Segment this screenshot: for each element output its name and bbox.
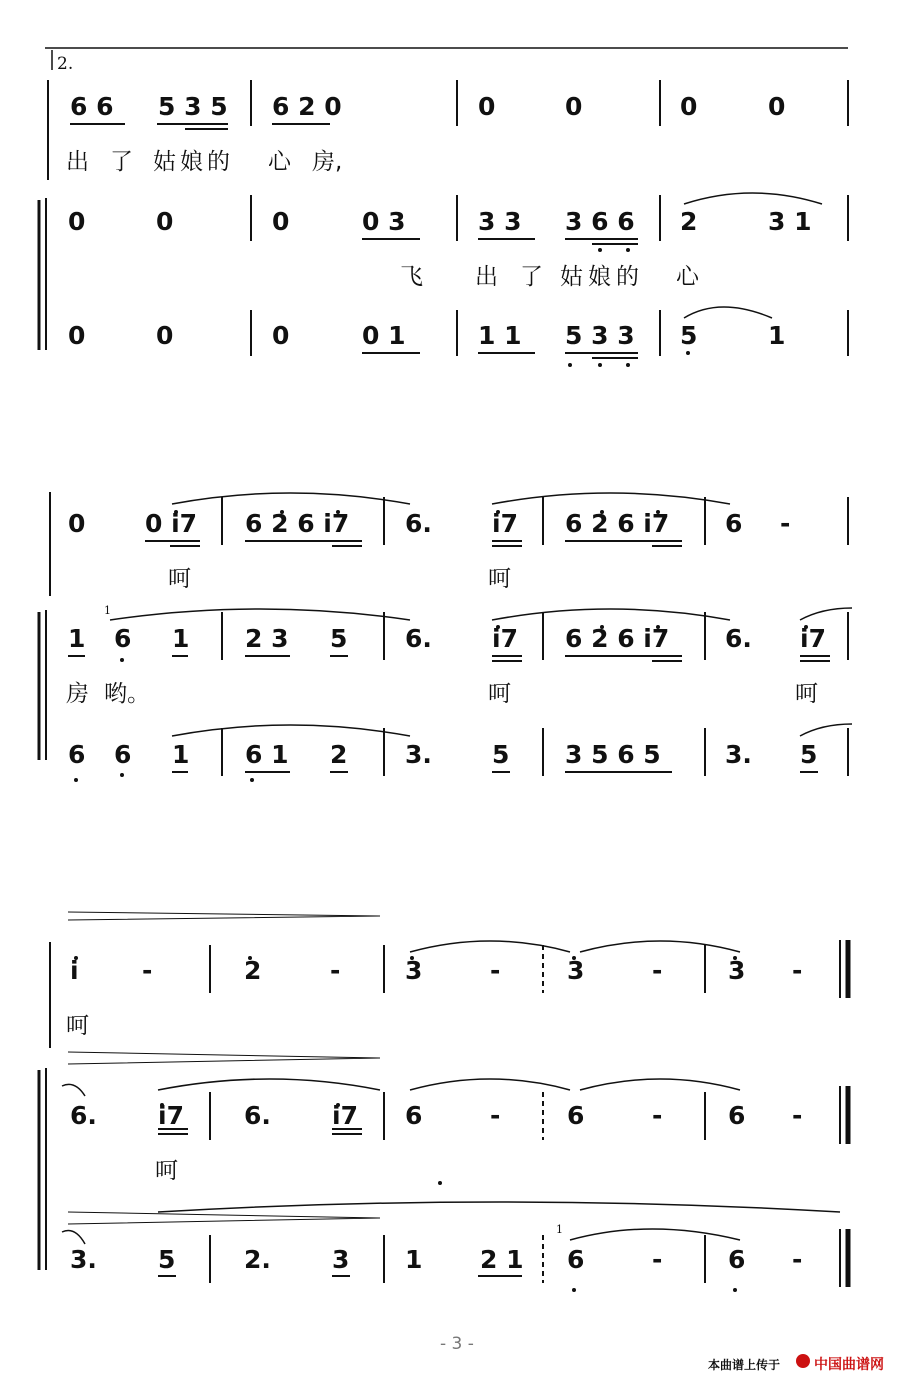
site-logo-icon [796,1354,810,1368]
s3-v1-note-7: 3 [567,956,585,985]
s1-v1-lyric-7: 房, [312,149,343,175]
s2-v3-note-9: 3. [725,740,752,769]
s1-v2-note-6: 3 6 6 [565,207,635,236]
s3-v3-note-2: 5 [158,1245,176,1274]
s2-v2-lyric-3: 呵 [488,681,511,707]
s2-v2-note-6: 6. [405,624,432,653]
s3-v2-note-10: - [792,1101,803,1130]
s1-v1-note-1: 6 6 [70,92,114,121]
s1-v1-note-4: 0 [478,92,496,121]
s2-v2-note-10: i7 [800,624,826,653]
s1-v2-lyric-4: 姑 [560,264,583,290]
s1-v1-note-7: 0 [768,92,786,121]
s1-v3-note-2: 0 [156,321,174,350]
s1-v3-note-1: 0 [68,321,86,350]
s2-v1-note-4: 6. [405,509,432,538]
s2-v2-lyric-2: 哟。 [104,681,150,707]
s2-v3-note-6: 3. [405,740,432,769]
s1-v1-note-6: 0 [680,92,698,121]
s2-v1-note-1: 0 [68,509,86,538]
s3-v1-note-6: - [490,956,501,985]
s2-v2-grace-note: 1 [104,604,111,617]
s1-v2-note-4: 0 3 [362,207,406,236]
s1-v1-note-3: 6 2 0 [272,92,342,121]
upload-credit: 本曲谱上传于 [708,1358,781,1372]
s2-v2-note-9: 6. [725,624,752,653]
s1-v2-note-8: 3 1 [768,207,812,236]
s3-v3-note-3: 2. [244,1245,271,1274]
s1-v2-note-5: 3 3 [478,207,522,236]
s2-v2-note-7: i7 [492,624,518,653]
volta-label: 2. [57,54,74,74]
s2-v1-note-6: 6 2 6 i7 [565,509,670,538]
s3-v3-grace-note: 1 [556,1223,563,1236]
s3-v1-note-9: 3 [728,956,746,985]
s3-v2-note-8: - [652,1101,663,1130]
s3-v1-note-3: 2 [244,956,262,985]
s3-v3-note-9: 6 [728,1245,746,1274]
s3-v2-note-2: i7 [158,1101,184,1130]
s1-v2-lyric-2: 出 [475,264,498,290]
s2-v1-note-7: 6 [725,509,743,538]
s3-v2-note-5: 6 [405,1101,423,1130]
s3-v1-note-1: i [70,956,79,985]
s2-v1-note-3: 6 2 6 i7 [245,509,350,538]
s1-v2-lyric-5: 娘 [588,264,611,290]
s1-v2-note-3: 0 [272,207,290,236]
s3-v1-note-10: - [792,956,803,985]
s1-v3-note-3: 0 [272,321,290,350]
s1-v2-lyric-1: 飞 [400,264,423,290]
s2-v1-note-8: - [780,509,791,538]
s3-v3-note-10: - [792,1245,803,1274]
s3-v2-note-4: i7 [332,1101,358,1130]
site-name[interactable]: 中国曲谱网 [814,1357,884,1373]
s2-v3-note-1: 6 [68,740,86,769]
s2-v2-note-2: 6 [114,624,132,653]
s2-v1-note-5: i7 [492,509,518,538]
s2-v3-note-4: 6 1 [245,740,289,769]
s3-v3-note-5: 1 [405,1245,423,1274]
s3-v2-note-3: 6. [244,1101,271,1130]
s1-v3-note-8: 1 [768,321,786,350]
s2-v1-note-2: 0 i7 [145,509,198,538]
s1-v2-note-1: 0 [68,207,86,236]
s2-v2-lyric-1: 房 [66,681,89,707]
s1-v1-lyric-3: 姑 [153,149,176,175]
s2-v2-lyric-4: 呵 [795,681,818,707]
s1-v1-lyric-2: 了 [110,149,133,175]
s1-v2-lyric-6: 的 [616,264,639,290]
s2-v2-note-3: 1 [172,624,190,653]
s2-v3-note-10: 5 [800,740,818,769]
s2-v1-lyric-2: 呵 [488,566,511,592]
s2-v3-note-8: 3 5 6 5 [565,740,661,769]
s1-v2-note-2: 0 [156,207,174,236]
s3-v1-note-5: 3 [405,956,423,985]
s3-v1-note-4: - [330,956,341,985]
s1-v1-lyric-1: 出 [66,149,89,175]
s3-v3-note-4: 3 [332,1245,350,1274]
s2-v2-note-8: 6 2 6 i7 [565,624,670,653]
s3-v3-note-7: 6 [567,1245,585,1274]
s2-v2-note-4: 2 3 [245,624,289,653]
s1-v1-lyric-6: 心 [268,149,291,175]
s1-v2-lyric-7: 心 [676,264,699,290]
s2-v2-note-1: 1 [68,624,86,653]
s1-v1-lyric-4: 娘 [180,149,203,175]
s1-v3-note-6: 5 3 3 [565,321,635,350]
s3-v1-note-8: - [652,956,663,985]
s1-v1-note-2: 5 3 5 [158,92,228,121]
s3-v3-note-8: - [652,1245,663,1274]
s2-v3-note-5: 2 [330,740,348,769]
s3-v2-note-1: 6. [70,1101,97,1130]
s1-v3-note-4: 0 1 [362,321,406,350]
page-number: - 3 - [440,1334,474,1354]
s1-v2-lyric-3: 了 [520,264,543,290]
s3-v2-lyric-1: 呵 [155,1158,178,1184]
s3-v2-note-9: 6 [728,1101,746,1130]
s3-v1-lyric-1: 呵 [66,1013,89,1039]
s3-v3-note-1: 3. [70,1245,97,1274]
s3-v2-note-7: 6 [567,1101,585,1130]
s2-v2-note-5: 5 [330,624,348,653]
s1-v1-note-5: 0 [565,92,583,121]
s3-v2-note-6: - [490,1101,501,1130]
s3-v1-note-2: - [142,956,153,985]
s3-v3-note-6: 2 1 [480,1245,524,1274]
s1-v2-note-7: 2 [680,207,698,236]
s1-v3-note-5: 1 1 [478,321,522,350]
s2-v3-note-7: 5 [492,740,510,769]
s2-v3-note-2: 6 [114,740,132,769]
s1-v3-note-7: 5 [680,321,698,350]
s2-v3-note-3: 1 [172,740,190,769]
s2-v1-lyric-1: 呵 [168,566,191,592]
s1-v1-lyric-5: 的 [207,149,230,175]
